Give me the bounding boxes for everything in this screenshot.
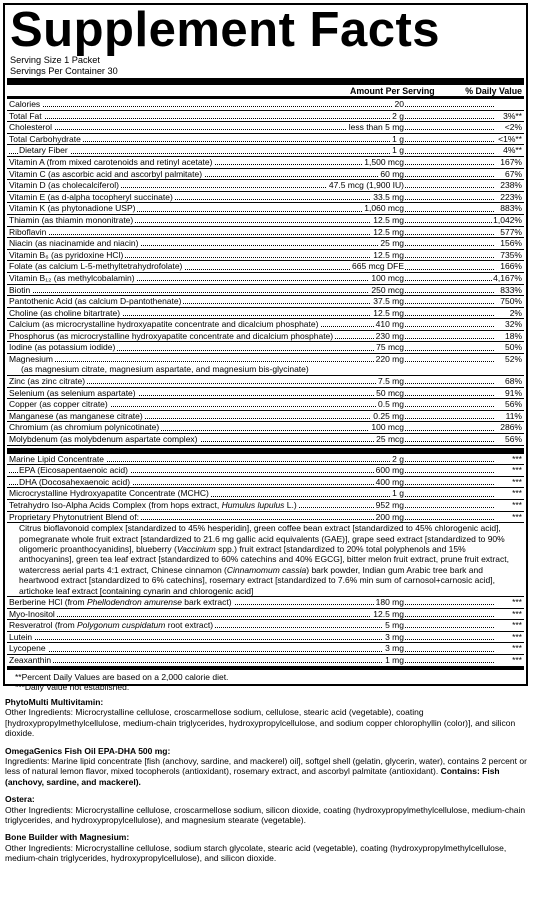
nutrient-row: [7, 354, 524, 376]
nutrient-row: [7, 99, 524, 111]
amount-per-serving: 952 mg: [375, 500, 404, 510]
nutrient-row: [7, 331, 524, 343]
amount-per-serving: 1,060 mcg: [364, 203, 404, 214]
nutrient-name: Iodine (as potassium iodide): [9, 342, 116, 353]
amount-per-serving: 47.5 mcg (1,900 IU): [328, 180, 404, 191]
amount-per-serving: 7.5 mg: [378, 376, 404, 387]
nutrient-name: Tetrahydro Iso-Alpha Acids Complex (from hops extract, Humulus lupulus L.): [9, 500, 297, 510]
nutrient-row: [7, 296, 524, 308]
amount-per-serving: 2 g: [392, 110, 404, 121]
amount-per-serving: 60 mg: [380, 168, 404, 179]
latin-name: Vaccinium: [176, 544, 216, 554]
amount-per-serving: 37.5 mg: [373, 296, 404, 307]
section-heading: Ostera:: [5, 794, 35, 805]
amount-per-serving: 12.5 mg: [373, 608, 404, 619]
daily-value: 286%: [500, 422, 522, 433]
other-ingredients-table-2: [7, 597, 524, 667]
amount-per-serving: less than 5 mg: [348, 122, 404, 133]
daily-value: 3%**: [503, 110, 522, 121]
daily-value: 883%: [500, 203, 522, 214]
nutrient-name: Niacin (as niacinamide and niacin): [9, 238, 139, 249]
nutrient-name: Folate (as calcium L-5-methyltetrahydrofolate): [9, 261, 183, 272]
nutrient-name: Thiamin (as thiamin mononitrate): [9, 214, 134, 225]
latin-name: Polygonum cuspidatum: [77, 620, 166, 631]
daily-value: <1%**: [498, 133, 522, 144]
section-text: Other Ingredients: Microcrystalline cellulose, sodium starch glycolate, stearic acid (vegetable), coating (hydroxypropylmethylcellulose, medium-chain triglycerides, hydroxypropylcellulose), and silicon dioxide.: [5, 842, 507, 864]
supplement-facts-panel: [3, 3, 528, 692]
nutrient-row: [7, 488, 524, 500]
daily-value: ***: [512, 453, 522, 464]
latin-name: Cinnamomum cassia: [226, 564, 307, 575]
amount-per-serving: 12.5 mg: [373, 249, 404, 260]
daily-value: 156%: [500, 238, 522, 249]
column-header: [7, 85, 524, 96]
leader-dots: [9, 616, 494, 617]
amount-per-serving: 3 mg: [385, 643, 404, 654]
nutrient-row: [7, 655, 524, 667]
nutrient-name: Biotin: [9, 284, 31, 295]
amount-per-serving: 3 mg: [385, 631, 404, 642]
nutrient-row: [7, 261, 524, 273]
amount-per-serving: 1,500 mcg: [364, 156, 404, 167]
nutrient-row: [7, 227, 524, 239]
servings-per-container: Servings Per Container 30: [10, 65, 118, 76]
amount-per-serving: 410 mg: [375, 319, 404, 330]
nutrient-name: Copper (as copper citrate): [9, 399, 108, 410]
amount-per-serving: 50 mcg: [376, 387, 404, 398]
amount-per-serving: 100 mcg: [371, 272, 404, 283]
nutrient-row: [7, 157, 524, 169]
nutrient-name: Calories: [9, 99, 41, 109]
nutrient-row: [7, 192, 524, 204]
panel-title: Supplement Facts: [10, 3, 441, 57]
other-ingredients-table: [7, 454, 524, 524]
thick-divider: [7, 78, 524, 85]
nutrient-row: [7, 308, 524, 320]
allergen-statement: Contains: Fish (anchovy, sardine, and mackerel).: [5, 766, 500, 787]
leader-dots: [9, 639, 494, 640]
nutrient-name: Zeaxanthin: [9, 655, 52, 665]
nutrient-row: [7, 145, 524, 157]
daily-value: 577%: [500, 226, 522, 237]
daily-value: 56%: [504, 399, 522, 410]
amount-per-serving: 12.5 mg: [373, 214, 404, 225]
section-text: Ingredients: Marine lipid concentrate [fish (anchovy, sardine, and mackerel) oil], softgel shell (gelatin, glycerin, water), contains 2 percent or less of natural lemon flavor, mixed tocopherols (antioxidant), rosemary extract, and ascorbyl palmitate (antioxidant). Contains: Fish (anchovy, sardine, and mackerel).: [5, 756, 527, 787]
footnote-dv: **Percent Daily Values are based on a 2,000 calorie diet.: [15, 671, 229, 682]
amount-per-serving: 0.5 mg: [378, 399, 404, 410]
nutrient-row: [7, 620, 524, 632]
nutrient-name: Vitamin B₆ (as pyridoxine HCl): [9, 249, 124, 260]
nutrient-table: [7, 99, 524, 446]
daily-value: ***: [512, 500, 522, 510]
leader-dots: [9, 153, 494, 154]
nutrient-name: Vitamin E (as d-alpha tocopheryl succinate): [9, 191, 173, 202]
nutrient-name: Proprietary Phytonutrient Blend of:: [9, 511, 139, 522]
daily-value: 4,167%: [493, 272, 522, 283]
amount-per-serving: 1 g: [392, 488, 404, 499]
nutrient-row: [7, 285, 524, 297]
amount-per-serving: 1 mg: [385, 655, 404, 665]
daily-value: ***: [512, 620, 522, 631]
nutrient-name: Choline (as choline bitartrate): [9, 307, 121, 318]
amount-per-serving: 250 mcg: [371, 284, 404, 295]
amount-per-serving: 5 mg: [385, 620, 404, 631]
nutrient-name: Chromium (as chromium polynicotinate): [9, 422, 160, 433]
nutrient-name: EPA (Eicosapentaenoic acid): [19, 465, 128, 476]
nutrient-note: (as magnesium citrate, magnesium aspartate, and magnesium bis-glycinate): [21, 364, 309, 375]
section-heading: OmegaGenics Fish Oil EPA-DHA 500 mg:: [5, 745, 171, 756]
nutrient-row: [7, 465, 524, 477]
daily-value: ***: [512, 511, 522, 522]
nutrient-row: [7, 238, 524, 250]
amount-per-serving: 20: [394, 99, 404, 109]
nutrient-row: [7, 477, 524, 489]
nutrient-name: Vitamin B₁₂ (as methylcobalamin): [9, 272, 135, 283]
daily-value: 4%**: [503, 145, 522, 156]
blend-ingredients: Citrus bioflavonoid complex [standardized to 45% hesperidin], green coffee bean extract [standardized to 45% chlorogenic acid], pomegranate whole fruit extract [standardized to 21.6 mg gallic acid equivalents (GAE)], grape seed extract [standardized to 90% oligomeric proanthocyanidins], blueberry (Vaccinium spp.) fruit extract [standardized to 20% total polyphenols and 15% anthocyanins], green tea leaf extract [standardized to 60% catechins and 40% EGCG], bitter melon fruit extract, prune fruit extract, watercress aerial parts 4:1 extract, Chinese cinnamon (Cinnamomum cassia) bark powder, Indian gum Arabic tree bark and heartwood extract [standardized to 6% catechins], rosemary extract [standardized to 7.6% min sum of carnosol+carnosic acid], artichoke leaf extract [containing cynarin and chlorogenic acid]: [7, 523, 524, 597]
nutrient-row: [7, 434, 524, 446]
nutrient-name: Total Fat: [9, 110, 42, 121]
nutrient-row: [7, 342, 524, 354]
nutrient-row: [7, 422, 524, 434]
nutrient-row: [7, 122, 524, 134]
amount-per-serving: 180 mg: [375, 597, 404, 608]
daily-value: ***: [512, 608, 522, 619]
daily-value: 223%: [500, 191, 522, 202]
latin-name: Humulus lupulus: [221, 500, 285, 510]
nutrient-row: [7, 319, 524, 331]
dv-header: % Daily Value: [465, 85, 522, 96]
nutrient-row: [7, 454, 524, 466]
daily-value: 166%: [500, 261, 522, 272]
leader-dots: [9, 106, 494, 107]
amount-per-serving: 25 mg: [380, 238, 404, 249]
amount-header: Amount Per Serving: [350, 85, 435, 96]
daily-value: 56%: [504, 434, 522, 445]
nutrient-name: Selenium (as selenium aspartate): [9, 387, 136, 398]
daily-value: ***: [512, 465, 522, 476]
daily-value: 32%: [504, 319, 522, 330]
daily-value: 750%: [500, 296, 522, 307]
amount-per-serving: 75 mcg: [376, 342, 404, 353]
nutrient-name: Total Carbohydrate: [9, 133, 81, 144]
nutrient-name: Molybdenum (as molybdenum aspartate complex): [9, 434, 198, 445]
nutrient-name: Dietary Fiber: [19, 145, 68, 156]
nutrient-row: [7, 643, 524, 655]
nutrient-name: Zinc (as zinc citrate): [9, 376, 86, 387]
serving-size: Serving Size 1 Packet: [10, 55, 100, 65]
daily-value: 833%: [500, 284, 522, 295]
daily-value: 238%: [500, 180, 522, 191]
nutrient-row: [7, 609, 524, 621]
nutrient-name: DHA (Docosahexaenoic acid): [19, 476, 131, 487]
nutrient-name: Vitamin C (as ascorbic acid and ascorbyl palmitate): [9, 168, 203, 179]
daily-value: 2%: [509, 307, 522, 318]
leader-dots: [9, 118, 494, 119]
daily-value: ***: [512, 655, 522, 665]
section-heading: PhytoMulti Multivitamin:: [5, 697, 104, 707]
nutrient-name: Berberine HCl (from Phellodendron amurense bark extract): [9, 597, 232, 608]
amount-per-serving: 12.5 mg: [373, 226, 404, 237]
amount-per-serving: 100 mcg: [371, 422, 404, 433]
nutrient-row: [7, 376, 524, 388]
daily-value: ***: [512, 631, 522, 642]
daily-value: 1,042%: [493, 214, 522, 225]
nutrient-row: [7, 632, 524, 644]
daily-value: <2%: [504, 122, 522, 133]
leader-dots: [9, 292, 494, 293]
daily-value: 50%: [504, 342, 522, 353]
nutrient-name: Myo-Inositol: [9, 608, 55, 619]
amount-per-serving: 25 mcg: [376, 434, 404, 445]
nutrient-row: [7, 203, 524, 215]
leader-dots: [9, 129, 494, 130]
leader-dots: [9, 361, 494, 362]
footnote-not-established: ***Daily Value not established.: [15, 682, 130, 692]
nutrient-name: Calcium (as microcrystalline hydroxyapatite concentrate and dicalcium phosphate): [9, 319, 319, 330]
section-heading: Bone Builder with Magnesium:: [5, 832, 130, 843]
nutrient-name: Lycopene: [9, 643, 46, 654]
daily-value: 735%: [500, 249, 522, 260]
nutrient-name: Riboflavin: [9, 226, 47, 237]
daily-value: 91%: [504, 387, 522, 398]
nutrient-row: [7, 500, 524, 512]
daily-value: 52%: [504, 354, 522, 365]
nutrient-name: Lutein: [9, 631, 33, 642]
amount-per-serving: 0.25 mg: [373, 410, 404, 421]
nutrient-name: Magnesium: [9, 354, 53, 365]
daily-value: ***: [512, 643, 522, 654]
nutrient-row: [7, 180, 524, 192]
nutrient-name: Pantothenic Acid (as calcium D-pantothenate): [9, 296, 182, 307]
daily-value: 67%: [504, 168, 522, 179]
daily-value: 18%: [504, 330, 522, 341]
amount-per-serving: 400 mg: [375, 476, 404, 487]
nutrient-row: [7, 250, 524, 262]
amount-per-serving: 665 mcg DFE: [352, 261, 404, 272]
nutrient-row: [7, 169, 524, 181]
nutrient-row: [7, 399, 524, 411]
daily-value: 68%: [504, 376, 522, 387]
daily-value: ***: [512, 597, 522, 608]
amount-per-serving: 33.5 mg: [373, 191, 404, 202]
amount-per-serving: 200 mg: [375, 511, 404, 522]
amount-per-serving: 1 g: [392, 145, 404, 156]
leader-dots: [9, 234, 494, 235]
nutrient-name: Microcrystalline Hydroxyapatite Concentrate (MCHC): [9, 488, 209, 499]
daily-value: ***: [512, 476, 522, 487]
amount-per-serving: 12.5 mg: [373, 307, 404, 318]
amount-per-serving: 220 mg: [375, 354, 404, 365]
nutrient-name: Manganese (as manganese citrate): [9, 410, 143, 421]
nutrient-row: [7, 388, 524, 400]
leader-dots: [9, 662, 494, 663]
amount-per-serving: 230 mg: [375, 330, 404, 341]
nutrient-name: Resveratrol (from Polygonum cuspidatum root extract): [9, 620, 214, 631]
daily-value: 11%: [505, 410, 522, 421]
leader-dots: [9, 651, 494, 652]
nutrient-row: [7, 111, 524, 123]
nutrient-name: Vitamin D (as cholecalciferol): [9, 180, 119, 191]
ingredient-sections: [5, 692, 529, 864]
section-text: Other Ingredients: Microcrystalline cellulose, croscarmellose sodium, silicon dioxide, coating (hydroxypropylmethylcellulose, medium-chain triglycerides, and hydroxypropylcellulose), and magnesium stearate (vegetable).: [5, 804, 526, 826]
nutrient-name: Vitamin K (as phytonadione USP): [9, 203, 136, 214]
amount-per-serving: 600 mg: [375, 465, 404, 476]
daily-value: 167%: [500, 156, 522, 167]
nutrient-row: [7, 597, 524, 609]
latin-name: Phellodendron amurense: [86, 597, 182, 608]
daily-value: ***: [512, 488, 522, 499]
nutrient-name: Cholesterol: [9, 122, 52, 133]
nutrient-name: Phosphorus (as microcrystalline hydroxyapatite concentrate and dicalcium phosphate): [9, 330, 334, 341]
nutrient-row: [7, 411, 524, 423]
amount-per-serving: 2 g: [392, 453, 404, 464]
nutrient-row: [7, 215, 524, 227]
nutrient-name: Vitamin A (from mixed carotenoids and retinyl acetate): [9, 156, 213, 167]
nutrient-row: [7, 512, 524, 524]
nutrient-name: Marine Lipid Concentrate: [9, 453, 104, 464]
nutrient-row: [7, 273, 524, 285]
amount-per-serving: 1 g: [392, 133, 404, 144]
section-text: Other Ingredients: Microcrystalline cellulose, croscarmellose sodium, cellulose, stearic acid (vegetable), coating [hydroxypropylmethylcellulose, medium-chain triglycerides, hydroxypropylcellulose, and sodium copper chlorophyllin (color)], and silicon dioxide.: [5, 707, 516, 739]
nutrient-row: [7, 134, 524, 146]
